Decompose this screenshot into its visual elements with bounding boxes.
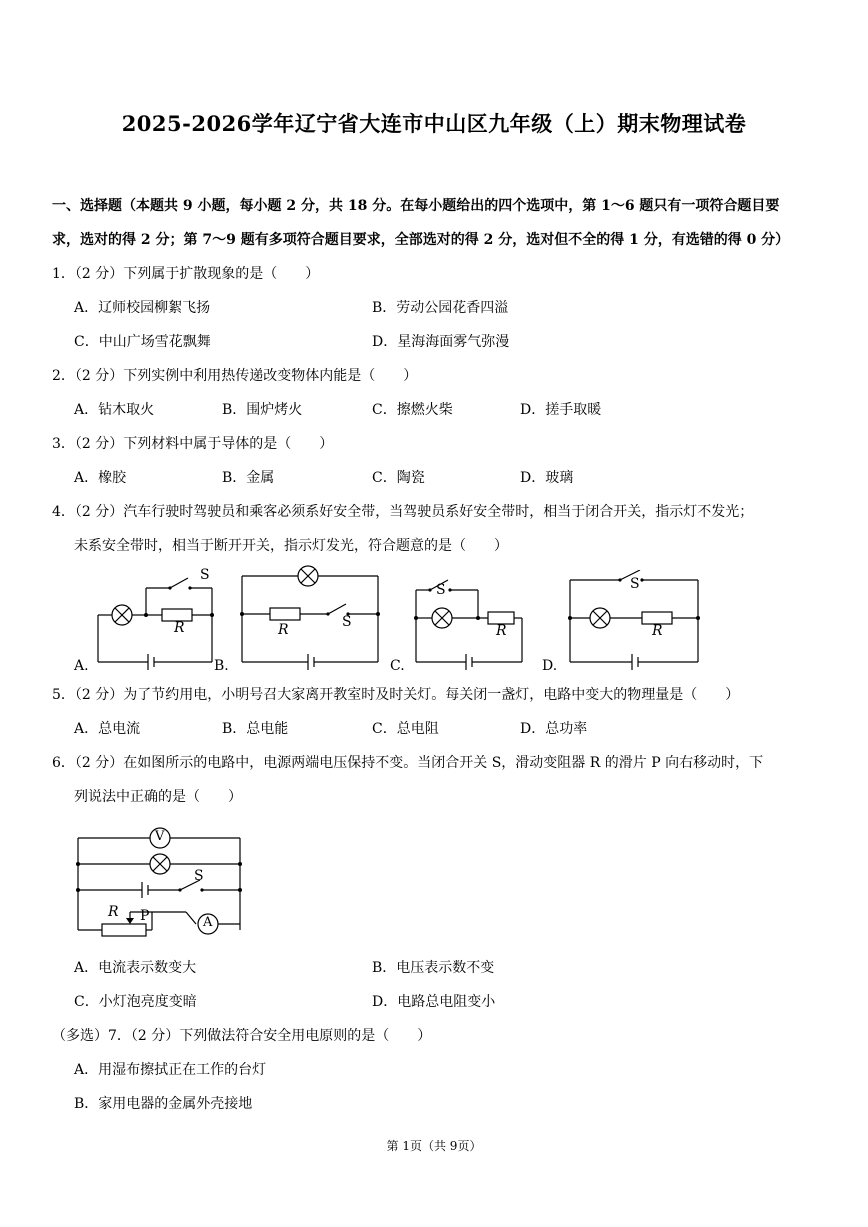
question-5-stem: 5．（2 分）为了节约用电，小明号召大家离开教室时及时关灯。每关闭一盏灯，电路中变大的物理量是（ ） [52,687,740,703]
voltmeter-label: V [155,829,165,844]
question-3-stem: 3．（2 分）下列材料中属于导体的是（ ） [52,436,334,452]
question-1-option-d: D．星海海面雾气弥漫 [372,334,510,350]
question-1-option-a: A．辽师校园柳絮飞扬 [74,300,211,316]
circuit-a-switch-label: S [200,567,210,583]
circuit-diagram-q6 [76,826,244,938]
question-3-option-b: B．金属 [222,470,275,486]
question-3-option-c: C．陶瓷 [372,470,425,486]
question-5-option-a: A．总电流 [74,721,141,737]
question-6-option-b: B．电压表示数不变 [372,960,495,976]
circuit-diagram-d [568,570,702,670]
q6-rheostat-label: R [108,904,119,920]
question-7-option-b: B．家用电器的金属外壳接地 [74,1096,253,1112]
question-4-stem-line2: 未系安全带时，相当于断开开关，指示灯发光，符合题意的是（ ） [74,538,508,554]
question-5-option-b: B．总电能 [222,721,289,737]
circuit-c-resistor-label: R [496,623,507,639]
question-2-option-a: A．钻木取火 [74,402,155,418]
circuit-c-switch-label: S [436,582,446,598]
question-4-option-c: C. [390,658,405,674]
circuit-a-resistor-label: R [174,620,185,636]
question-2-option-c: C．擦燃火柴 [372,402,453,418]
circuit-diagram-b [240,562,382,670]
question-5-option-d: D．总功率 [520,721,588,737]
question-7-option-a: A．用湿布擦拭正在工作的台灯 [74,1062,267,1078]
question-4-option-a: A. [74,658,89,674]
question-3-option-d: D．玻璃 [520,470,574,486]
page-footer: 第 1页（共 9页） [386,1139,482,1153]
question-4-stem-line1: 4．（2 分）汽车行驶时驾驶员和乘客必须系好安全带，当驾驶员系好安全带时，相当于闭合开关，指示灯不发光； [52,504,754,520]
question-2-option-d: D．搓手取暖 [520,402,602,418]
circuit-b-switch-label: S [342,614,352,630]
question-5-option-c: C．总电阻 [372,721,439,737]
question-3-option-a: A．橡胶 [74,470,127,486]
q6-switch-label: S [194,868,204,884]
question-6-option-a: A．电流表示数变大 [74,960,197,976]
circuit-b-resistor-label: R [278,622,289,638]
question-2-stem: 2．（2 分）下列实例中利用热传递改变物体内能是（ ） [52,368,418,384]
question-4-option-b: B. [214,658,229,674]
question-1-option-c: C．中山广场雪花飘舞 [74,334,211,350]
question-4-option-d: D. [542,658,558,674]
page-title: 2025-2026学年辽宁省大连市中山区九年级（上）期末物理试卷 [121,111,747,136]
question-7-stem: （多选）7．（2 分）下列做法符合安全用电原则的是（ ） [52,1028,432,1044]
section-instructions-line1: 一、选择题（本题共 9 小题，每小题 2 分，共 18 分。在每小题给出的四个选项中，第 1～6 题只有一项符合题目要 [52,198,780,214]
question-6-option-d: D．电路总电阻变小 [372,994,496,1010]
circuit-diagram-c [414,574,526,670]
question-6-stem-line1: 6．（2 分）在如图所示的电路中，电源两端电压保持不变。当闭合开关 S，滑动变阻器 R 的滑片 P 向右移动时，下 [52,755,764,771]
question-1-option-b: B．劳动公园花香四溢 [372,300,509,316]
circuit-diagram-a [96,567,218,670]
q6-slider-label: P [140,908,150,924]
circuit-d-switch-label: S [630,576,640,592]
question-6-option-c: C．小灯泡亮度变暗 [74,994,197,1010]
ammeter-label: A [203,915,213,930]
question-1-stem: 1．（2 分）下列属于扩散现象的是（ ） [52,266,320,282]
question-2-option-b: B．围炉烤火 [222,402,303,418]
circuit-d-resistor-label: R [652,623,663,639]
section-instructions-line2: 求，选对的得 2 分；第 7～9 题有多项符合题目要求，全部选对的得 2 分，选对但不全的得 1 分，有选错的得 0 分） [52,232,790,248]
question-6-stem-line2: 列说法中正确的是（ ） [74,789,242,805]
